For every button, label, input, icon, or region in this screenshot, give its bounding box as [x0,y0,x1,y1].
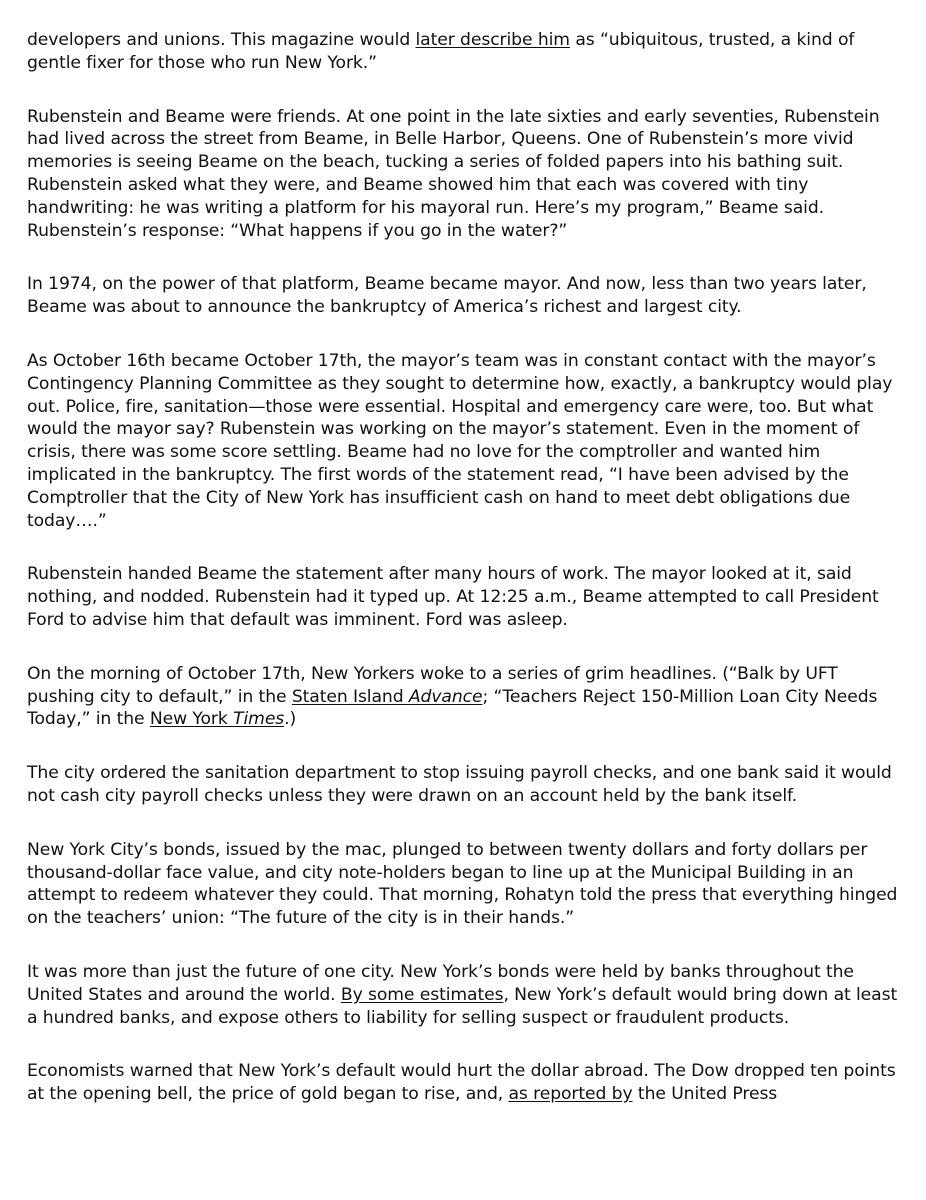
article-paragraph [27,839,907,930]
article-body [27,29,907,1137]
paragraph-text: Rubenstein handed Beame the statement after many hours of work. The mayor looked at it, said nothing, and nodded. Rubenstein had it typed up. At 12:25 a.m., Beame attempted to call President Ford to advise him that default was imminent. Ford was asleep. [27,564,879,630]
paragraph-text: ; “Teachers Reject 150-Million Loan City Needs Today,” in the [27,686,878,730]
article-paragraph [27,350,907,532]
inline-link[interactable]: as reported by [508,1084,633,1105]
article-paragraph [27,663,907,731]
paragraph-text: On the morning of October 17th, New Yorkers woke to a series of grim headlines. (“Balk by UFT pushing city to default,” in the [27,663,838,707]
paragraph-text: .) [284,709,297,730]
article-paragraph [27,1060,907,1106]
article-paragraph [27,29,907,75]
paragraph-text: developers and unions. This magazine would [27,30,416,50]
paragraph-text: as “ubiquitous, trusted, a kind of gentle fixer for those who run New York.” [27,30,855,73]
inline-link[interactable]: By some estimates [340,984,504,1005]
article-paragraph [27,563,907,631]
paragraph-text: Rubenstein and Beame were friends. At one point in the late sixties and early seventies, Rubenstein had lived across the street from Beame, in Belle Harbor, Queens. One of Rubenstein’s more vivid memories is seeing Beame on the beach, tucking a series of folded papers into his bathing suit. Rubenstein asked what they were, and Beame showed him that each was covered with tiny handwriting: he was writing a platform for his mayoral run. Here’s my program,” Beame said. Rubenstein’s response: “What happens if you go in the water?” [27,106,880,241]
article-paragraph [27,762,907,808]
inline-link[interactable]: later describe him [415,30,570,50]
inline-link[interactable]: New York [149,709,234,730]
paragraph-text: Economists warned that New York’s default would hurt the dollar abroad. The Dow dropped ten points at the opening bell, the price of gold began to rise, and, [27,1061,896,1105]
inline-link[interactable]: Advance [408,686,483,707]
paragraph-text: The city ordered the sanitation department to stop issuing payroll checks, and one bank said it would not cash city payroll checks unless they were drawn on an account held by the bank itself. [27,763,892,806]
paragraph-text: New York City’s bonds, issued by the mac, plunged to between twenty dollars and forty dollars per thousand-dollar face value, and city note-holders began to line up at the Municipal Building in an attempt to redeem whatever they could. That morning, Rohatyn told the press that everything hinged on the teachers’ union: “The future of the city is in their hands.” [27,839,898,929]
paragraph-text: As October 16th became October 17th, the mayor’s team was in constant contact with the mayor’s Contingency Planning Committee as they sought to determine how, exactly, a bankruptcy would play out. Police, fire, sanitation—those were essential. Hospital and emergency care were, too. But what would the mayor say? Rubenstein was working on the mayor’s statement. Even in the moment of crisis, there was some score settling. Beame had no love for the comptroller and wanted him implicated in the bankruptcy. The first words of the statement read, “I have been advised by the Comptroller that the City of New York has insufficient cash on hand to meet debt obligations due today….” [27,350,893,531]
paragraph-text: , New York’s default would bring down at least a hundred banks, and expose others to liability for selling suspect or fraudulent products. [27,984,898,1028]
article-paragraph [27,106,907,243]
paragraph-text: In 1974, on the power of that platform, Beame became mayor. And now, less than two years later, Beame was about to announce the bankruptcy of America’s richest and largest city. [27,274,867,318]
inline-link[interactable]: Times [233,709,285,730]
paragraph-text: It was more than just the future of one city. New York’s bonds were held by banks throughout the United States and around the world. [27,961,854,1005]
article-paragraph [27,961,907,1029]
article-paragraph [27,273,907,319]
inline-link[interactable]: Staten Island [291,686,409,707]
paragraph-text: the United Press [632,1084,778,1105]
